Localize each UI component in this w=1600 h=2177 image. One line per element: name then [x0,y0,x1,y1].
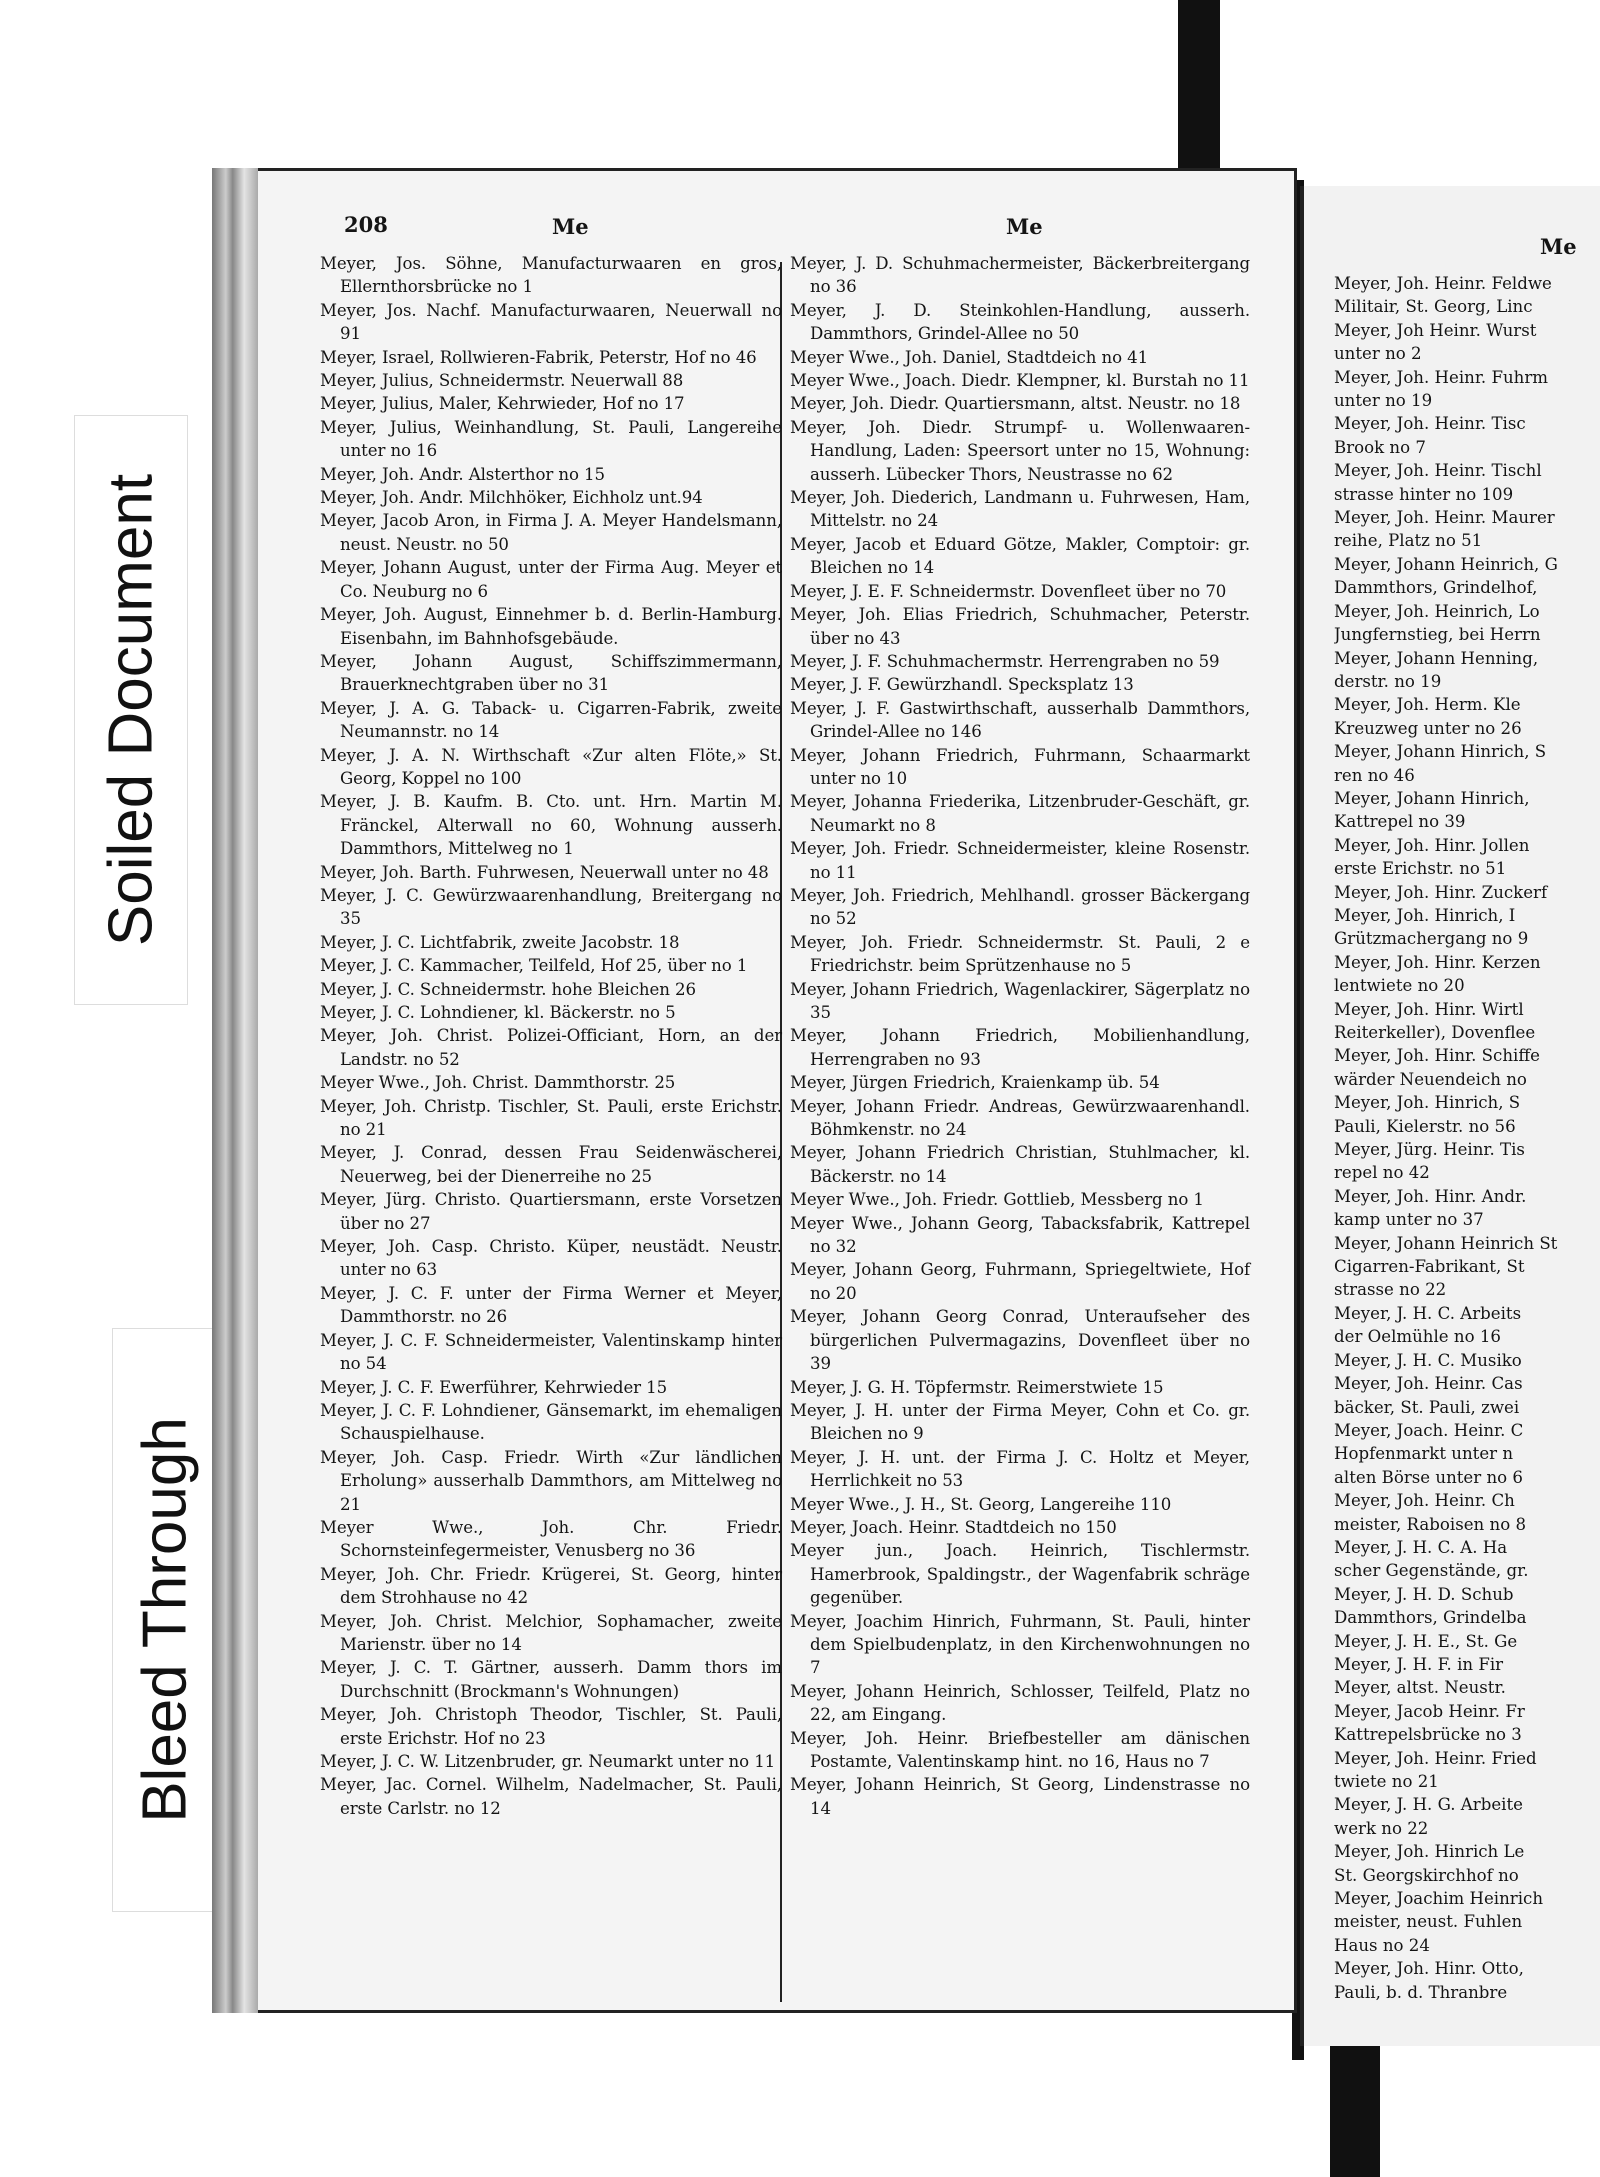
directory-entry: Meyer Wwe., Joh. Christ. Dammthorstr. 25 [320,1073,676,1093]
directory-entry: Meyer, Johann Friedrich, Fuhrmann, Schaarmarkt unter no 10 [790,745,1250,788]
directory-line: unter no 19 [1334,391,1433,411]
directory-line: Kattrepel no 39 [1334,812,1466,832]
directory-entry: Meyer, Jac. Cornel. Wilhelm, Nadelmacher, St. Pauli, erste Carlstr. no 12 [320,1775,782,1818]
soiled-document-text: Soiled Document [96,473,166,947]
directory-line: Kattrepelsbrücke no 3 [1334,1725,1522,1745]
directory-entry: Meyer, Joh. Diedr. Quartiersmann, altst. Neustr. no 18 [790,394,1241,414]
directory-entry: Meyer, J. D. Schuhmachermeister, Bäckerbreitergang no 36 [790,254,1250,297]
header-left: Me [552,214,589,239]
bleed-through-text: Bleed Through [130,1417,200,1823]
directory-entry: Meyer, Joh. August, Einnehmer b. d. Berlin-Hamburg. Eisenbahn, im Bahnhofsgebäude. [320,605,782,648]
directory-line: Meyer, J. H. F. in Fir [1334,1654,1504,1674]
directory-entry: Meyer, J. D. Steinkohlen-Handlung, ausserh. Dammthors, Grindel-Allee no 50 [790,300,1250,344]
directory-entry: Meyer Wwe., Johann Georg, Tabacksfabrik, Kattrepel no 32 [790,1213,1250,1257]
directory-entry: Meyer, J. B. Kaufm. B. Cto. unt. Hrn. Martin M. Fränckel, Alterwall no 60, Wohnung ausserh. Dammthors, Mittelweg no 1 [320,792,782,859]
directory-line: Meyer, Joh. Hinr. Zuckerf [1334,882,1548,902]
directory-entry: Meyer, J. E. F. Schneidermstr. Dovenfleet über no 70 [790,581,1227,601]
directory-line: Meyer, Jacob Heinr. Fr [1334,1701,1525,1721]
directory-line: Meyer, Joh. Hinr. Kerzen [1334,952,1541,972]
directory-entry: Meyer, Joh. Casp. Christo. Küper, neustädt. Neustr. unter no 63 [320,1237,782,1280]
directory-entry: Meyer, J. C. F. Lohndiener, Gänsemarkt, im ehemaligen Schauspielhause. [320,1400,782,1444]
directory-line: Meyer, Johann Heinrich, G [1334,554,1558,574]
directory-line: Reiterkeller), Dovenflee [1334,1023,1536,1042]
directory-entry: Meyer, J. A. G. Taback- u. Cigarren-Fabrik, zweite Neumannstr. no 14 [320,698,782,742]
directory-line: lentwiete no 20 [1334,976,1465,996]
directory-entry: Meyer jun., Joach. Heinrich, Tischlermstr. Hamerbrook, Spaldingstr., der Wagenfabrik schräge gegenüber. [790,1541,1250,1608]
directory-entry: Meyer, Jos. Nachf. Manufacturwaaren, Neuerwall no 91 [320,300,782,344]
directory-entry: Meyer, Jacob et Eduard Götze, Makler, Comptoir: gr. Bleichen no 14 [790,534,1250,578]
directory-entry: Meyer, J. C. Kammacher, Teilfeld, Hof 25, über no 1 [320,956,748,976]
directory-entry: Meyer, J. C. T. Gärtner, ausserh. Damm thors im Durchschnitt (Brockmann's Wohnungen) [320,1658,782,1701]
directory-entry: Meyer, Joh. Elias Friedrich, Schuhmacher, Peterstr. über no 43 [790,605,1250,648]
soiled-document-label [74,415,188,1005]
directory-line: Meyer, Joh. Hinrich, I [1334,905,1516,925]
left-column [320,252,782,1820]
directory-entry: Meyer, Joh. Christ. Polizei-Officiant, Horn, an der Landstr. no 52 [320,1026,782,1069]
directory-entry: Meyer, Johann August, Schiffszimmermann, Brauerknechtgraben über no 31 [320,651,782,695]
directory-line: Brook no 7 [1334,437,1426,457]
directory-entry: Meyer, Israel, Rollwieren-Fabrik, Peterstr, Hof no 46 [320,347,757,367]
directory-line: Meyer, Joh. Heinr. Fuhrm [1334,367,1549,387]
directory-line: Meyer, Joh. Heinr. Fried [1334,1748,1537,1768]
directory-entry: Meyer, Johann Georg Conrad, Unteraufseher des bürgerlichen Pulvermagazins, Dovenfleet über no 39 [790,1307,1250,1374]
directory-line: Meyer, Joh. Heinrich, Lo [1334,601,1540,621]
directory-entry: Meyer, J. Conrad, dessen Frau Seidenwäscherei, Neuerweg, bei der Dienerreihe no 25 [320,1143,782,1186]
middle-column [790,252,1250,1820]
directory-entry: Meyer, J. C. Lohndiener, kl. Bäckerstr. no 5 [320,1003,676,1022]
directory-line: Meyer, Johann Hinrich, [1334,788,1530,808]
directory-entry: Meyer Wwe., Joh. Daniel, Stadtdeich no 41 [790,347,1149,367]
directory-line: Meyer, Joachim Heinrich [1334,1889,1544,1909]
directory-entry: Meyer, J. G. H. Töpfermstr. Reimerstwiete 15 [790,1377,1164,1397]
directory-line: Meyer, J. H. C. Arbeits [1334,1303,1522,1323]
directory-line: scher Gegenstände, gr. [1334,1561,1529,1581]
directory-entry: Meyer, Jürg. Christo. Quartiersmann, erste Vorsetzen über no 27 [320,1190,782,1233]
directory-entry: Meyer Wwe., Joh. Friedr. Gottlieb, Messberg no 1 [790,1190,1204,1210]
directory-entry: Meyer, J. F. Schuhmachermstr. Herrengraben no 59 [790,651,1220,671]
directory-line: Meyer, Joh. Hinr. Jollen [1334,835,1530,855]
directory-line: Meyer, altst. Neustr. [1334,1678,1506,1698]
directory-line: Jungfernstieg, bei Herrn [1334,625,1541,645]
directory-entry: Meyer, Joh. Andr. Milchhöker, Eichholz unt.94 [320,488,703,508]
directory-entry: Meyer, Joh. Heinr. Briefbesteller am dänischen Postamte, Valentinskamp hint. no 16, Haus no 7 [790,1728,1250,1771]
directory-entry: Meyer, J. C. W. Litzenbruder, gr. Neumarkt unter no 11 [320,1752,776,1771]
directory-line: erste Erichstr. no 51 [1334,859,1507,879]
directory-line: Meyer, Joh. Hinrich, S [1334,1093,1521,1113]
directory-entry: Meyer, Joh. Casp. Friedr. Wirth «Zur ländlichen Erholung» ausserhalb Dammthors, am Mittelweg no 21 [320,1447,782,1514]
directory-line: Meyer, Joh. Hinrich Le [1334,1842,1525,1862]
directory-entry: Meyer, Joh. Andr. Alsterthor no 15 [320,464,605,484]
directory-entry: Meyer, J. F. Gastwirthschaft, ausserhalb Dammthors, Grindel-Allee no 146 [790,698,1250,742]
directory-line: Meyer, Joh. Heinr. Tisc [1334,414,1526,434]
directory-entry: Meyer, Johann Heinrich, St Georg, Lindenstrasse no 14 [790,1775,1250,1818]
directory-entry: Meyer, J. C. Lichtfabrik, zweite Jacobstr. 18 [320,932,680,952]
directory-line: repel no 42 [1334,1163,1430,1183]
directory-entry: Meyer, Joh. Friedr. Schneidermeister, kleine Rosenstr. no 11 [790,839,1250,882]
directory-line: alten Börse unter no 6 [1334,1467,1523,1487]
directory-line: Meyer, J. H. E., St. Ge [1334,1631,1518,1651]
directory-entry: Meyer, J. C. F. Schneidermeister, Valentinskamp hinter no 54 [320,1330,782,1374]
directory-line: Grützmachergang no 9 [1334,929,1529,949]
directory-entry: Meyer, J. C. Schneidermstr. hohe Bleichen 26 [320,979,696,999]
bottom-black-strip [1330,2040,1380,2177]
directory-line: Meyer, Joh Heinr. Wurst [1334,320,1537,340]
directory-line: Pauli, b. d. Thranbre [1334,1982,1508,2002]
directory-line: Meyer, Joh. Herm. Kle [1334,695,1521,715]
directory-entry: Meyer, J. C. F. unter der Firma Werner et Meyer, Dammthorstr. no 26 [320,1283,782,1327]
directory-entry: Meyer, J. A. N. Wirthschaft «Zur alten Flöte,» St. Georg, Koppel no 100 [320,745,782,788]
directory-line: derstr. no 19 [1334,671,1442,691]
directory-entry: Meyer, Johann Georg, Fuhrmann, Spriegeltwiete, Hof no 20 [790,1260,1250,1303]
directory-line: werk no 22 [1334,1818,1429,1838]
directory-line: unter no 2 [1334,344,1422,364]
directory-line: Meyer, J. H. C. Musiko [1334,1350,1522,1370]
top-black-strip [1178,0,1220,182]
directory-entry: Meyer Wwe., Joh. Chr. Friedr. Schornsteinfegermeister, Venusberg no 36 [320,1517,782,1561]
directory-line: Meyer, Joach. Heinr. C [1334,1420,1524,1440]
directory-line: reihe, Platz no 51 [1334,531,1483,551]
directory-entry: Meyer, Jacob Aron, in Firma J. A. Meyer Handelsmann, neust. Neustr. no 50 [320,511,782,554]
header-center: Me [1006,214,1043,239]
directory-line: meister, Raboisen no 8 [1334,1514,1527,1534]
directory-line: Meyer, Johann Henning, [1334,648,1539,668]
directory-line: Meyer, Johann Heinrich St [1334,1233,1558,1253]
directory-entry: Meyer, Joh. Diederich, Landmann u. Fuhrwesen, Ham, Mittelstr. no 24 [790,488,1250,531]
directory-line: Meyer, Joh. Heinr. Tischl [1334,461,1542,481]
directory-line: Meyer, Joh. Hinr. Wirtl [1334,999,1524,1019]
page-number: 208 [344,212,388,237]
directory-line: Militair, St. Georg, Linc [1334,297,1533,317]
directory-entry: Meyer, Joh. Christ. Melchior, Sophamacher, zweite Marienstr. über no 14 [320,1611,782,1654]
directory-line: der Oelmühle no 16 [1334,1327,1501,1347]
directory-line: meister, neust. Fuhlen [1334,1912,1523,1932]
directory-entry: Meyer Wwe., J. H., St. Georg, Langereihe 110 [790,1494,1172,1514]
directory-line: wärder Neuendeich no [1334,1069,1527,1089]
directory-line: Meyer, J. H. G. Arbeite [1334,1795,1523,1815]
directory-line: Hopfenmarkt unter n [1334,1444,1514,1464]
directory-line: strasse no 22 [1334,1280,1447,1300]
directory-line: Meyer, Jürg. Heinr. Tis [1334,1140,1525,1160]
directory-entry: Meyer, Johann Friedrich, Mobilienhandlung, Herrengraben no 93 [790,1026,1250,1069]
bleed-through-label [112,1328,218,1912]
directory-line: ren no 46 [1334,765,1415,785]
right-column [1334,272,1600,2004]
directory-line: Meyer, Johann Hinrich, S [1334,742,1547,762]
directory-line: Meyer, Joh. Heinr. Feldwe [1334,274,1552,293]
directory-entry: Meyer Wwe., Joach. Diedr. Klempner, kl. Burstah no 11 [790,371,1250,391]
directory-line: bäcker, St. Pauli, zwei [1334,1397,1520,1417]
directory-line: kamp unter no 37 [1334,1210,1484,1230]
directory-entry: Meyer, Johann Friedrich, Wagenlackirer, Sägerplatz no 35 [790,979,1250,1022]
directory-entry: Meyer, J. C. F. Ewerführer, Kehrwieder 15 [320,1377,668,1397]
directory-entry: Meyer, Johann Friedrich Christian, Stuhlmacher, kl. Bäckerstr. no 14 [790,1143,1250,1186]
directory-entry: Meyer, J. H. unter der Firma Meyer, Cohn et Co. gr. Bleichen no 9 [790,1400,1250,1444]
directory-line: Meyer, Joh. Hinr. Otto, [1334,1959,1524,1979]
directory-entry: Meyer, Jürgen Friedrich, Kraienkamp üb. 54 [790,1073,1160,1093]
directory-entry: Meyer, Joh. Christp. Tischler, St. Pauli, erste Erichstr. no 21 [320,1096,782,1140]
directory-line: Meyer, Joh. Hinr. Andr. [1334,1186,1527,1206]
directory-line: Cigarren-Fabrikant, St [1334,1257,1525,1277]
directory-line: Meyer, Joh. Hinr. Schiffe [1334,1046,1540,1066]
directory-entry: Meyer, Joh. Barth. Fuhrwesen, Neuerwall unter no 48 [320,862,769,882]
directory-entry: Meyer, Joh. Christoph Theodor, Tischler, St. Pauli, erste Erichstr. Hof no 23 [320,1705,782,1748]
directory-line: Haus no 24 [1334,1935,1430,1955]
directory-line: Dammthors, Grindelhof, [1334,578,1538,598]
directory-entry: Meyer, J. C. Gewürzwaarenhandlung, Breitergang no 35 [320,885,782,929]
directory-entry: Meyer, Julius, Weinhandlung, St. Pauli, Langereihe unter no 16 [320,417,782,461]
directory-line: Meyer, J. H. C. A. Ha [1334,1537,1508,1557]
directory-entry: Meyer, Joach. Heinr. Stadtdeich no 150 [790,1517,1117,1537]
directory-entry: Meyer, Johanna Friederika, Litzenbruder-Geschäft, gr. Neumarkt no 8 [790,792,1250,835]
directory-entry: Meyer, Johann Friedr. Andreas, Gewürzwaarenhandl. Böhmkenstr. no 24 [790,1096,1250,1140]
directory-line: strasse hinter no 109 [1334,484,1514,504]
directory-line: Meyer, J. H. D. Schub [1334,1584,1514,1604]
directory-entry: Meyer, J. F. Gewürzhandl. Specksplatz 13 [790,675,1134,695]
directory-entry: Meyer, Joh. Diedr. Strumpf- u. Wollenwaaren-Handlung, Laden: Speersort unter no 15, Wohnung: ausserh. Lübecker Thors, Neustrasse no 62 [790,417,1250,484]
directory-line: Dammthors, Grindelba [1334,1608,1527,1628]
book-spine [212,168,258,2013]
directory-line: Meyer, Joh. Heinr. Ch [1334,1491,1515,1511]
directory-line: twiete no 21 [1334,1772,1439,1791]
directory-entry: Meyer, J. H. unt. der Firma J. C. Holtz et Meyer, Herrlichkeit no 53 [790,1447,1250,1491]
directory-line: Pauli, Kielerstr. no 56 [1334,1116,1516,1136]
directory-line: Kreuzweg unter no 26 [1334,718,1522,738]
directory-entry: Meyer, Joh. Chr. Friedr. Krügerei, St. Georg, hinter dem Strohhause no 42 [320,1564,782,1608]
header-right: Me [1540,234,1577,259]
directory-entry: Meyer, Jos. Söhne, Manufacturwaaren en gros, Ellernthorsbrücke no 1 [320,254,782,297]
directory-entry: Meyer, Johann August, unter der Firma Aug. Meyer et Co. Neuburg no 6 [320,558,782,601]
directory-entry: Meyer, Julius, Schneidermstr. Neuerwall 88 [320,371,684,391]
directory-line: Meyer, Joh. Heinr. Cas [1334,1374,1523,1394]
directory-entry: Meyer, Joh. Friedr. Schneidermstr. St. Pauli, 2 e Friedrichstr. beim Sprützenhause no 5 [790,932,1250,976]
directory-entry: Meyer, Johann Heinrich, Schlosser, Teilfeld, Platz no 22, am Eingang. [790,1681,1250,1725]
directory-entry: Meyer, Joachim Hinrich, Fuhrmann, St. Pauli, hinter dem Spielbudenplatz, in den Kirchenwohnungen no 7 [790,1611,1250,1678]
directory-entry: Meyer, Julius, Maler, Kehrwieder, Hof no 17 [320,394,685,414]
directory-entry: Meyer, Joh. Friedrich, Mehlhandl. grosser Bäckergang no 52 [790,885,1250,929]
directory-line: Meyer, Joh. Heinr. Maurer [1334,508,1555,528]
directory-line: St. Georgskirchhof no [1334,1865,1519,1885]
